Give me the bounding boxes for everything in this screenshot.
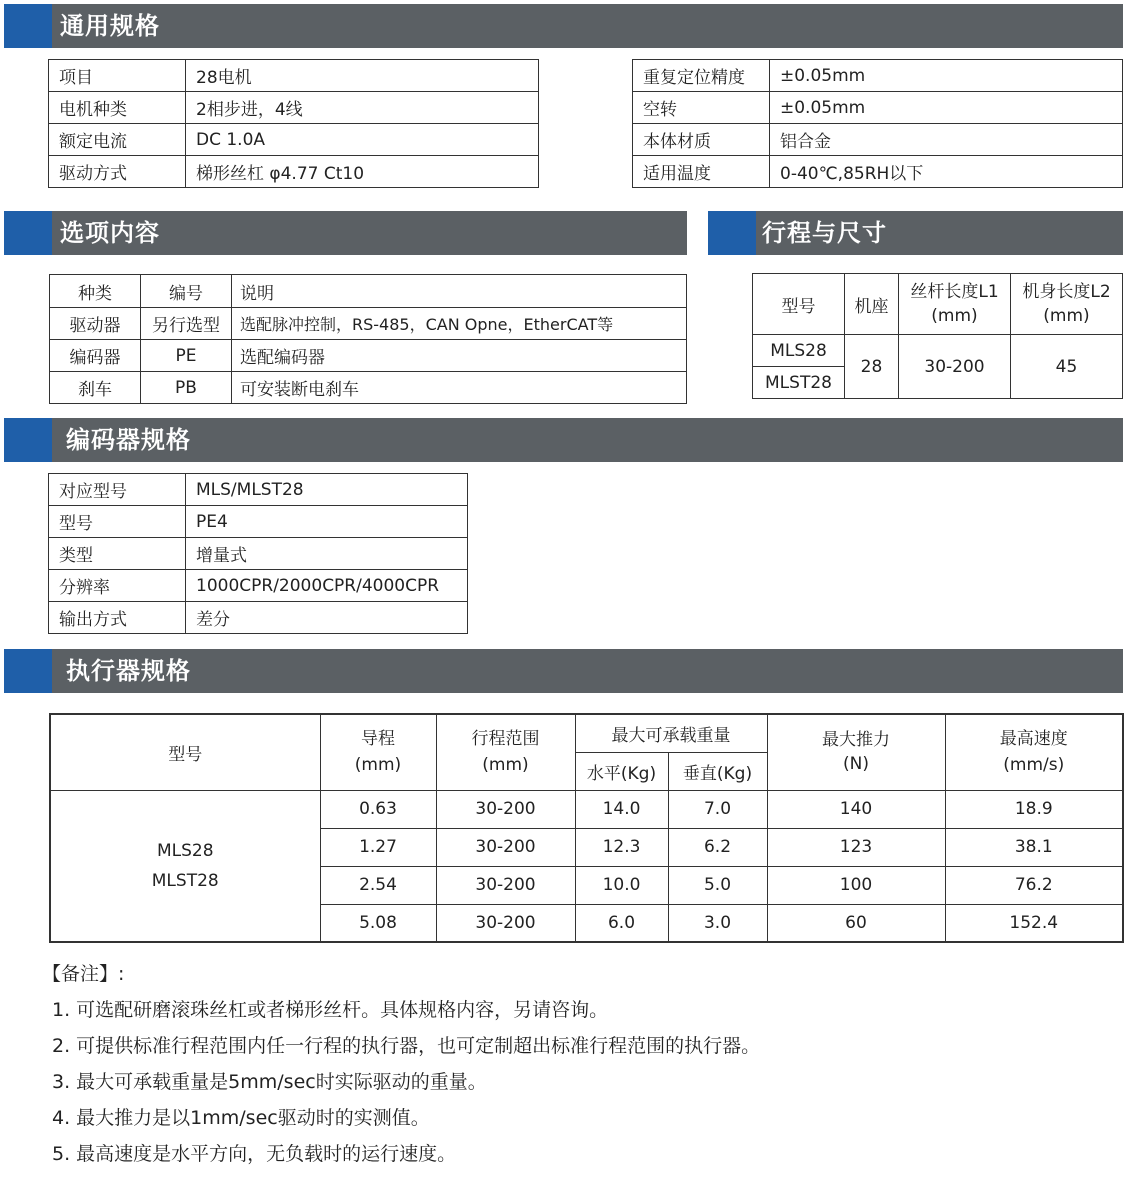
- table-row: [633, 60, 1123, 92]
- note-item: 5. 最高速度是水平方向，无负载时的运行速度。: [52, 1143, 457, 1165]
- spec-key: 输出方式: [49, 602, 186, 634]
- table-cell: 刹车: [50, 372, 141, 404]
- column-header: 编号: [141, 275, 232, 308]
- frame-cell: 28: [845, 335, 899, 399]
- header-accent: [4, 4, 52, 48]
- header-line: 最大推力: [822, 730, 890, 751]
- spec-value: 1000CPR/2000CPR/4000CPR: [186, 570, 468, 602]
- stroke-title: 行程与尺寸: [762, 219, 887, 247]
- column-header: 垂直(Kg): [668, 752, 767, 790]
- actuator-header: [4, 649, 1123, 693]
- header-unit: (mm/s): [1003, 755, 1065, 776]
- spec-key: 本体材质: [633, 124, 770, 156]
- table-row: [50, 372, 687, 404]
- column-header: 型号: [753, 274, 845, 335]
- table-cell: 30-200: [436, 828, 575, 866]
- general-spec-title: 通用规格: [60, 12, 160, 40]
- table-cell: 2.54: [320, 866, 436, 904]
- spec-key: 型号: [49, 506, 186, 538]
- table-cell: 6.0: [575, 904, 668, 942]
- table-row: [49, 124, 539, 156]
- general-spec-table-left: [48, 59, 539, 188]
- spec-key: 类型: [49, 538, 186, 570]
- spec-value: DC 1.0A: [186, 124, 539, 156]
- encoder-header: [4, 418, 1123, 462]
- spec-value: 梯形丝杠 φ4.77 Ct10: [186, 156, 539, 188]
- header-unit: (mm): [354, 755, 402, 776]
- table-cell: 另行选型: [141, 308, 232, 340]
- header-unit: (mm): [482, 755, 529, 776]
- table-row: [50, 340, 687, 372]
- table-cell: 6.2: [668, 828, 767, 866]
- header-line: 导程: [361, 729, 395, 750]
- general-spec-table-right: [632, 59, 1123, 188]
- table-row: [753, 274, 1123, 335]
- table-cell: 驱动器: [50, 308, 141, 340]
- column-header: [436, 714, 575, 790]
- spec-key: 额定电流: [49, 124, 186, 156]
- table-cell: 123: [767, 828, 945, 866]
- spec-value: PE4: [186, 506, 468, 538]
- table-row: [50, 308, 687, 340]
- actuator-table: [49, 713, 1124, 943]
- spec-key: 分辨率: [49, 570, 186, 602]
- table-cell: 152.4: [945, 904, 1123, 942]
- column-header: [1011, 274, 1123, 335]
- column-header: 型号: [50, 714, 320, 790]
- table-cell: 12.3: [575, 828, 668, 866]
- table-cell: 38.1: [945, 828, 1123, 866]
- table-cell: PB: [141, 372, 232, 404]
- stroke-table: [752, 273, 1123, 399]
- table-cell: 1.27: [320, 828, 436, 866]
- l2-cell: 45: [1011, 335, 1123, 399]
- table-cell: 10.0: [575, 866, 668, 904]
- table-row: [49, 538, 468, 570]
- table-cell: 14.0: [575, 790, 668, 828]
- header-accent: [4, 649, 52, 693]
- column-header: [899, 274, 1011, 335]
- column-header: 说明: [232, 275, 687, 308]
- column-header: 最大可承载重量: [575, 714, 767, 752]
- column-header: [945, 714, 1123, 790]
- column-header: [767, 714, 945, 790]
- spec-key: 适用温度: [633, 156, 770, 188]
- table-cell: 7.0: [668, 790, 767, 828]
- encoder-title: 编码器规格: [66, 426, 191, 454]
- options-header: [4, 211, 687, 255]
- column-header: 机座: [845, 274, 899, 335]
- table-cell: 可安装断电刹车: [232, 372, 687, 404]
- header-line: 行程范围: [471, 729, 540, 750]
- table-cell: 18.9: [945, 790, 1123, 828]
- table-cell: PE: [141, 340, 232, 372]
- spec-key: 项目: [49, 60, 186, 92]
- column-header: [320, 714, 436, 790]
- table-row: [633, 124, 1123, 156]
- table-cell: 5.08: [320, 904, 436, 942]
- table-row: [633, 156, 1123, 188]
- header-line: 最高速度: [999, 729, 1068, 750]
- header-accent: [708, 211, 756, 255]
- spec-key: 重复定位精度: [633, 60, 770, 92]
- l1-cell: 30-200: [899, 335, 1011, 399]
- note-item: 2. 可提供标准行程范围内任一行程的执行器，也可定制超出标准行程范围的执行器。: [52, 1035, 761, 1057]
- spec-value: 铝合金: [770, 124, 1123, 156]
- header-accent: [4, 418, 52, 462]
- table-row: [49, 156, 539, 188]
- table-cell: 5.0: [668, 866, 767, 904]
- table-cell: 100: [767, 866, 945, 904]
- stroke-header: [708, 211, 1123, 255]
- header-unit: (N): [843, 754, 869, 775]
- model-cell: [50, 790, 320, 942]
- table-row: [49, 92, 539, 124]
- table-cell: 3.0: [668, 904, 767, 942]
- spec-key: 空转: [633, 92, 770, 124]
- note-item: 1. 可选配研磨滚珠丝杠或者梯形丝杆。具体规格内容，另请咨询。: [52, 999, 609, 1021]
- table-cell: 选配脉冲控制，RS-485，CAN Opne，EtherCAT等: [232, 308, 687, 340]
- general-spec-header: [4, 4, 1123, 48]
- header-line: 机身长度L2: [1022, 282, 1111, 302]
- table-row: [49, 570, 468, 602]
- spec-key: 电机种类: [49, 92, 186, 124]
- table-cell: 30-200: [436, 866, 575, 904]
- note-item: 3. 最大可承载重量是5mm/sec时实际驱动的重量。: [52, 1071, 487, 1093]
- table-cell: 编码器: [50, 340, 141, 372]
- table-cell: 60: [767, 904, 945, 942]
- table-row: [50, 714, 1123, 752]
- table-cell: 76.2: [945, 866, 1123, 904]
- column-header: 种类: [50, 275, 141, 308]
- actuator-title: 执行器规格: [66, 657, 191, 685]
- spec-value: 差分: [186, 602, 468, 634]
- spec-value: ±0.05mm: [770, 92, 1123, 124]
- model-cell: MLST28: [753, 367, 845, 399]
- header-unit: (mm): [931, 306, 978, 326]
- spec-value: 2相步进，4线: [186, 92, 539, 124]
- column-header: 水平(Kg): [575, 752, 668, 790]
- table-row: [49, 506, 468, 538]
- spec-value: 增量式: [186, 538, 468, 570]
- notes: [42, 956, 760, 1172]
- table-row: [633, 92, 1123, 124]
- header-accent: [4, 211, 52, 255]
- table-row: [49, 602, 468, 634]
- note-item: 4. 最大推力是以1mm/sec驱动时的实测值。: [52, 1107, 430, 1129]
- model-name: MLST28: [151, 870, 219, 891]
- table-row: [49, 474, 468, 506]
- model-name: MLS28: [156, 840, 214, 861]
- table-cell: 0.63: [320, 790, 436, 828]
- notes-title: 【备注】:: [42, 963, 125, 985]
- header-line: 丝杆长度L1: [910, 282, 999, 302]
- table-cell: 30-200: [436, 790, 575, 828]
- spec-value: MLS/MLST28: [186, 474, 468, 506]
- spec-key: 驱动方式: [49, 156, 186, 188]
- table-row: [49, 60, 539, 92]
- options-title: 选项内容: [60, 219, 160, 247]
- spec-value: 0-40℃,85RH以下: [770, 156, 1123, 188]
- model-cell: MLS28: [753, 335, 845, 367]
- table-cell: 140: [767, 790, 945, 828]
- header-unit: (mm): [1043, 306, 1090, 326]
- table-cell: 30-200: [436, 904, 575, 942]
- options-table: [49, 274, 687, 404]
- spec-value: ±0.05mm: [770, 60, 1123, 92]
- table-cell: 选配编码器: [232, 340, 687, 372]
- table-row: [50, 275, 687, 308]
- encoder-table: [48, 473, 468, 634]
- table-row: [50, 790, 1123, 828]
- table-row: [753, 335, 1123, 367]
- spec-key: 对应型号: [49, 474, 186, 506]
- spec-value: 28电机: [186, 60, 539, 92]
